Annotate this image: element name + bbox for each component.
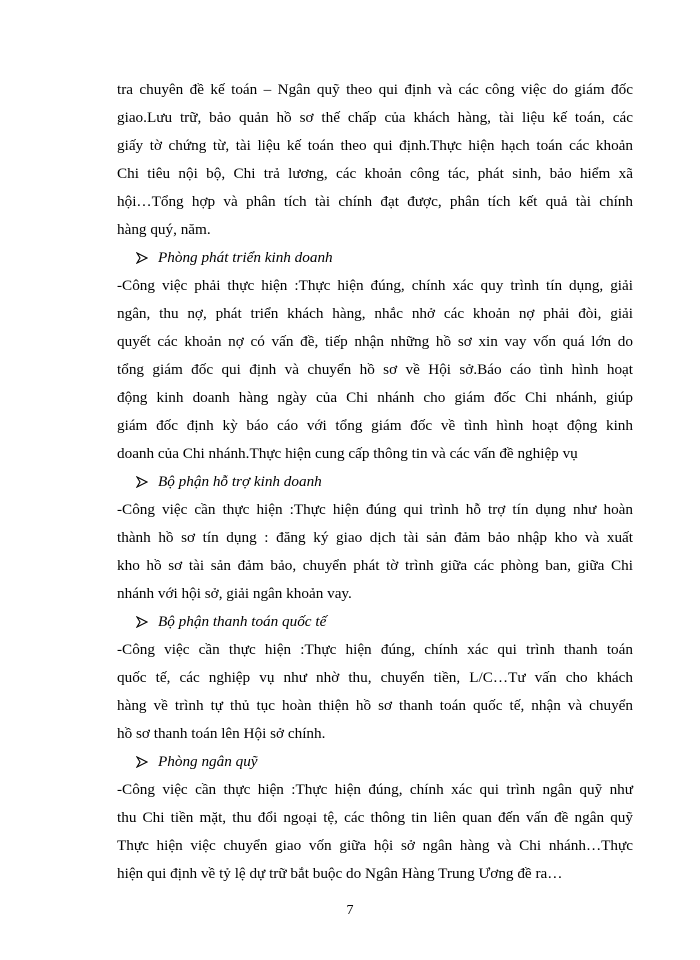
text-line: -Công việc phải thực hiện :Thực hiện đúng, chính xác quy trình tín dụng, giải: [117, 277, 633, 294]
section-heading: [136, 248, 333, 268]
text-line: giám đốc định kỳ báo cáo với tổng giám đốc về tình hình hoạt động kinh: [117, 417, 633, 434]
text-line: -Công việc cần thực hiện :Thực hiện đúng, chính xác qui trình ngân quỹ như: [117, 781, 633, 798]
text-line: thu Chi tiền mặt, thu đổi ngoại tệ, các thông tin liên quan đến vấn đề ngân quỹ: [117, 809, 633, 826]
text-line: Thực hiện việc chuyển giao vốn giữa hội sở ngân hàng và Chi nhánh…Thực: [117, 837, 633, 854]
section-heading-text: Bộ phận thanh toán quốc tế: [158, 613, 327, 630]
text-line: hội…Tổng hợp và phân tích tài chính đạt được, phân tích kết quả tài chính: [117, 193, 633, 210]
text-line: tổng giám đốc qui định và chuyển hồ sơ về Hội sở.Báo cáo tình hình hoạt: [117, 361, 633, 378]
text-line: hàng về trình tự thủ tục hoàn thiện hồ sơ thanh toán quốc tế, nhận và chuyển: [117, 697, 633, 714]
text-line: ngân, thu nợ, phát triển khách hàng, nhắc nhở các khoản nợ phải đòi, giải: [117, 305, 633, 322]
text-line: hồ sơ thanh toán lên Hội sở chính.: [117, 725, 326, 742]
arrow-bullet-icon: [136, 476, 148, 488]
text-line: -Công việc cần thực hiện :Thực hiện đúng, chính xác qui trình thanh toán: [117, 641, 633, 658]
text-line: kho hồ sơ tài sản đảm bảo, chuyển phát tờ trình giữa các phòng ban, giữa Chi: [117, 557, 633, 574]
text-line: hiện qui định về tỷ lệ dự trữ bắt buộc do Ngân Hàng Trung Ương đề ra…: [117, 865, 563, 882]
text-line: thành hồ sơ tín dụng : đăng ký giao dịch tài sản đảm bảo nhập kho và xuất: [117, 529, 633, 546]
text-line: động kinh doanh hàng ngày của Chi nhánh cho giám đốc Chi nhánh, giúp: [117, 389, 633, 406]
section-heading: [136, 752, 258, 772]
text-line: quốc tế, các nghiệp vụ như nhờ thu, chuyển tiền, L/C…Tư vấn cho khách: [117, 669, 633, 686]
section-heading-text: Phòng phát triển kinh doanh: [158, 249, 333, 266]
text-line: hàng quý, năm.: [117, 221, 211, 238]
text-line: giao.Lưu trữ, bảo quản hồ sơ thế chấp của khách hàng, tài liệu kế toán, các: [117, 109, 633, 126]
text-line: Chi tiêu nội bộ, Chi trả lương, các khoản công tác, phát sinh, bảo hiểm xã: [117, 165, 633, 182]
arrow-bullet-icon: [136, 616, 148, 628]
text-line: nhánh với hội sở, giải ngân khoản vay.: [117, 585, 352, 602]
section-heading-text: Bộ phận hỗ trợ kinh doanh: [158, 473, 322, 490]
text-line: quyết các khoản nợ có vấn đề, tiếp nhận những hồ sơ xin vay vốn quá lớn do: [117, 333, 633, 350]
arrow-bullet-icon: [136, 756, 148, 768]
text-line: -Công việc cần thực hiện :Thực hiện đúng qui trình hỗ trợ tín dụng như hoàn: [117, 501, 633, 518]
text-line: giấy tờ chứng từ, tài liệu kế toán theo qui định.Thực hiện hạch toán các khoản: [117, 137, 633, 154]
text-line: doanh của Chi nhánh.Thực hiện cung cấp thông tin và các vấn đề nghiệp vụ: [117, 445, 578, 462]
page-number: 7: [346, 903, 354, 918]
section-heading: [136, 472, 322, 492]
section-heading: [136, 612, 326, 632]
section-heading-text: Phòng ngân quỹ: [158, 753, 258, 770]
text-line: tra chuyên đề kế toán – Ngân quỹ theo qui định và các công việc do giám đốc: [117, 81, 633, 98]
arrow-bullet-icon: [136, 252, 148, 264]
